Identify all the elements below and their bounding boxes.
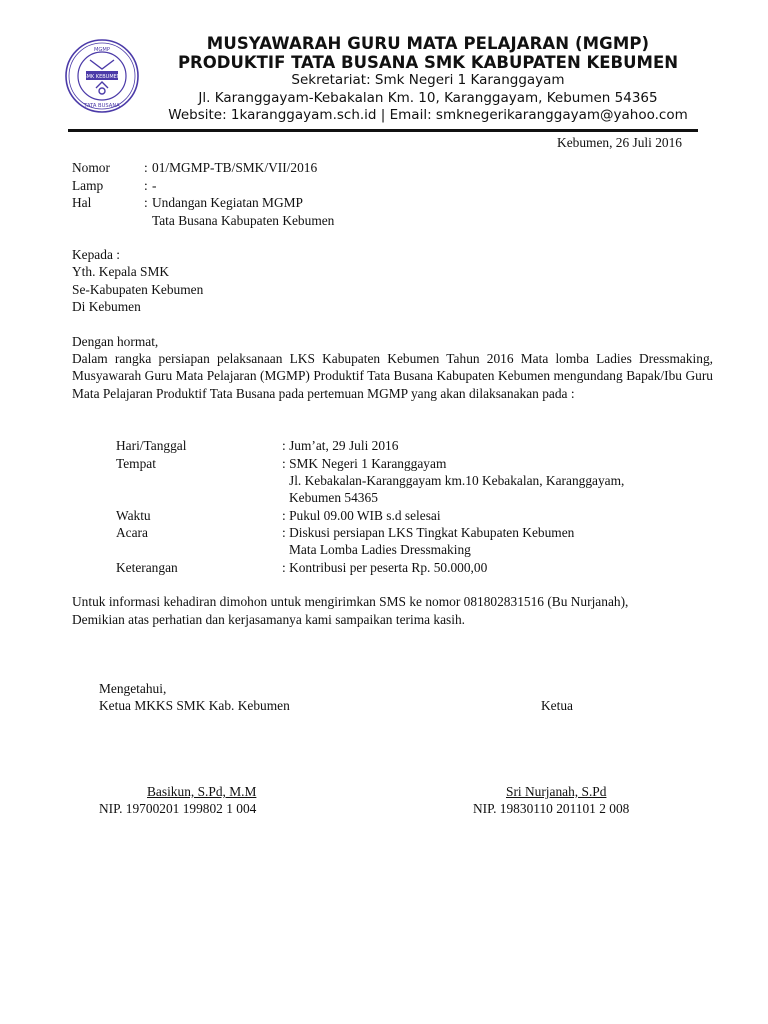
meta-value-nomor: 01/MGMP-TB/SMK/VII/2016 (152, 160, 318, 175)
meta-colon: : (144, 178, 148, 193)
detail-value-notes: : Kontribusi per peserta Rp. 50.000,00 (282, 560, 488, 575)
meta-label-nomor: Nomor (72, 160, 110, 175)
acknowledged-label: Mengetahui, (99, 681, 167, 696)
org-name-line1: MUSYAWARAH GURU MATA PELAJARAN (MGMP) (206, 34, 650, 53)
meta-value-lamp: - (152, 178, 157, 193)
right-signatory-title: Ketua (541, 698, 573, 713)
detail-label-agenda: Acara (116, 525, 148, 540)
detail-value-date: : Jum’at, 29 Juli 2016 (282, 438, 399, 453)
detail-label-place: Tempat (116, 456, 156, 471)
letterhead (128, 34, 728, 125)
detail-label-notes: Keterangan (116, 560, 178, 575)
letter-date: Kebumen, 26 Juli 2016 (557, 135, 682, 150)
svg-text:MGMP: MGMP (93, 47, 111, 53)
detail-value-time: : Pukul 09.00 WIB s.d selesai (282, 508, 441, 523)
detail-label-date: Hari/Tanggal (116, 438, 187, 453)
secretariat: Sekretariat: Smk Negeri 1 Karanggayam (291, 72, 565, 88)
meta-label-hal: Hal (72, 195, 92, 210)
detail-value-place-line2: Jl. Kebakalan-Karanggayam km.10 Kebakalan, Karanggayam, (289, 473, 625, 488)
right-signatory-name: Sri Nurjanah, S.Pd (506, 784, 607, 799)
right-signatory-nip: NIP. 19830110 201101 2 008 (473, 801, 630, 816)
meta-value-hal: Undangan Kegiatan MGMP (152, 195, 303, 210)
svg-text:TATA BUSANA: TATA BUSANA (84, 103, 120, 109)
meta-colon: : (144, 195, 148, 210)
org-name-line2: PRODUKTIF TATA BUSANA SMK KABUPATEN KEBUMEN (177, 53, 679, 72)
left-signatory-nip: NIP. 19700201 199802 1 004 (99, 801, 257, 816)
recipient-line: Di Kebumen (72, 299, 141, 314)
address: Jl. Karanggayam-Kebakalan Km. 10, Karanggayam, Kebumen 54365 (198, 89, 658, 106)
recipient-line: Kepada : (72, 247, 120, 262)
detail-value-place-line3: Kebumen 54365 (289, 490, 378, 505)
meta-colon: : (144, 160, 148, 175)
detail-value-agenda-line2: Mata Lomba Ladies Dressmaking (289, 542, 471, 557)
closing-line-1: Untuk informasi kehadiran dimohon untuk mengirimkan SMS ke nomor 081802831516 (Bu Nurjanah), (72, 594, 629, 609)
detail-label-time: Waktu (116, 508, 151, 523)
detail-value-agenda: : Diskusi persiapan LKS Tingkat Kabupaten Kebumen (282, 525, 575, 540)
letterhead-divider (68, 129, 698, 132)
recipient-line: Se-Kabupaten Kebumen (72, 282, 204, 297)
body-paragraph: Dalam rangka persiapan pelaksanaan LKS Kabupaten Kebumen Tahun 2016 Mata lomba Ladies Dressmaking, Musyawarah Guru Mata Pelajaran (MGMP) Produktif Tata Busana Kabupaten Kebumen mengundang Bapak/Ibu Guru Mata Pelajaran Produktif Tata Busana pada pertemuan MGMP yang akan dilaksanakan pada : (72, 351, 713, 401)
closing-line-2: Demikian atas perhatian dan kerjasamanya kami sampaikan terima kasih. (72, 612, 466, 627)
contact-info: Website: 1karanggayam.sch.id | Email: smknegerikaranggayam@yahoo.com (168, 107, 688, 123)
left-signatory-title: Ketua MKKS SMK Kab. Kebumen (99, 698, 290, 713)
left-signatory-name: Basikun, S.Pd, M.M (147, 784, 257, 799)
meta-value-hal-line2: Tata Busana Kabupaten Kebumen (152, 213, 335, 228)
greeting: Dengan hormat, (72, 334, 159, 349)
detail-value-place: : SMK Negeri 1 Karanggayam (282, 456, 447, 471)
svg-text:SMK KEBUMEN: SMK KEBUMEN (83, 74, 121, 80)
recipient-line: Yth. Kepala SMK (72, 264, 170, 279)
meta-label-lamp: Lamp (72, 178, 104, 193)
